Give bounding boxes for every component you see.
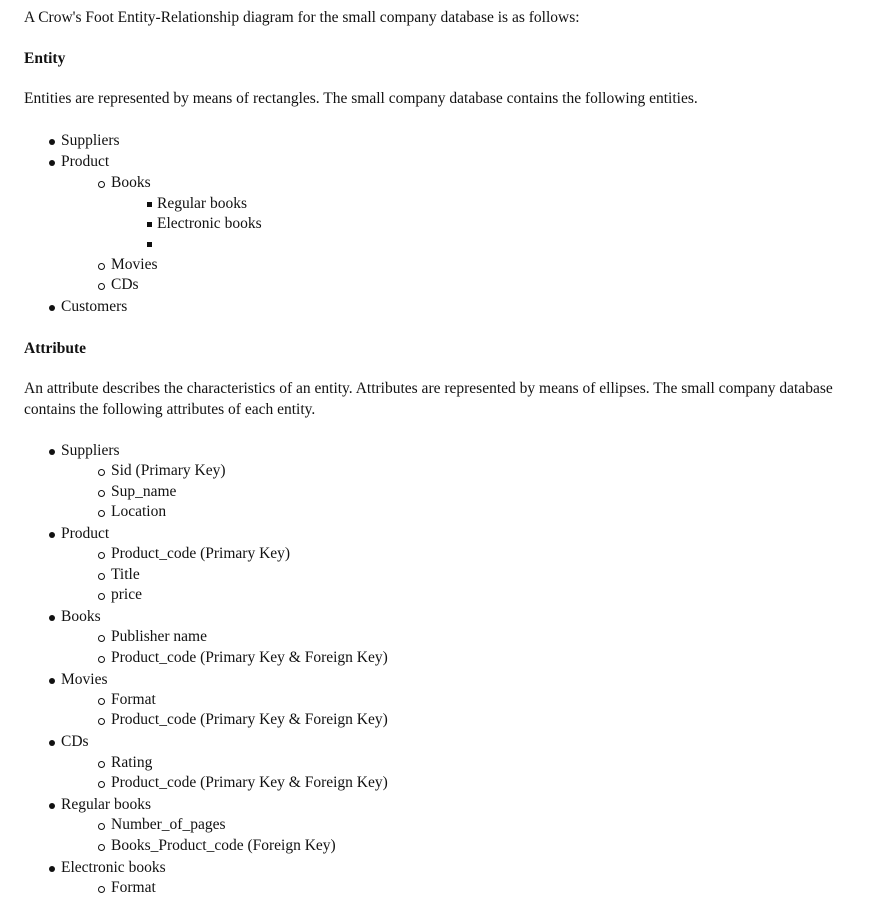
list-item — [111, 878, 156, 898]
attribute-heading: Attribute — [24, 340, 86, 357]
list-item — [111, 461, 226, 481]
entity-item-suppliers: Suppliers — [61, 132, 120, 149]
list-item — [111, 690, 156, 710]
attribute-item: Publisher name — [111, 628, 207, 645]
list-item — [111, 544, 290, 564]
entity-item-electronic-books: Electronic books — [157, 215, 262, 232]
attribute-description: An attribute describes the characteristics of an entity. Attributes are represented by means of ellipses. The small company database contains the following attributes of each entity. — [24, 380, 833, 418]
list-item — [111, 773, 388, 793]
entity-item-movies: Movies — [111, 256, 158, 273]
attribute-entity-name: CDs — [61, 733, 89, 750]
list-item — [61, 732, 89, 752]
attribute-item: Number_of_pages — [111, 816, 226, 833]
list-item — [61, 524, 109, 544]
attribute-entity-name: Books — [61, 608, 101, 625]
attribute-item: Location — [111, 503, 167, 520]
attribute-item: Product_code (Primary Key & Foreign Key) — [111, 649, 388, 666]
entity-item-product: Product — [61, 153, 110, 170]
entity-item-customers: Customers — [61, 298, 128, 315]
list-item — [111, 255, 158, 275]
list-item — [111, 502, 166, 522]
attribute-item: Books_Product_code (Foreign Key) — [111, 837, 336, 854]
list-item — [61, 297, 127, 317]
list-item — [61, 670, 108, 690]
attribute-entity-name: Electronic books — [61, 859, 166, 876]
attribute-item: Sid (Primary Key) — [111, 462, 226, 479]
list-item — [111, 275, 139, 295]
entity-heading: Entity — [24, 50, 66, 67]
intro-text: A Crow's Foot Entity-Relationship diagram for the small company database is as follows: — [24, 9, 580, 26]
attribute-item: price — [111, 586, 142, 603]
attribute-item: Format — [111, 879, 156, 896]
list-item — [61, 152, 109, 172]
attribute-entity-name: Suppliers — [61, 442, 120, 459]
list-item — [111, 710, 388, 730]
entity-item-books: Books — [111, 174, 151, 191]
attribute-entity-name: Movies — [61, 671, 108, 688]
list-item — [111, 753, 152, 773]
attribute-item: Product_code (Primary Key & Foreign Key) — [111, 711, 388, 728]
entity-item-regular-books: Regular books — [157, 195, 247, 212]
list-item — [157, 194, 247, 214]
attribute-item: Product_code (Primary Key & Foreign Key) — [111, 774, 388, 791]
list-item — [111, 648, 388, 668]
attribute-entity-name: Regular books — [61, 796, 151, 813]
list-item — [111, 815, 226, 835]
attribute-item: Format — [111, 691, 156, 708]
list-item — [61, 795, 151, 815]
list-item — [111, 565, 140, 585]
list-item — [61, 858, 166, 878]
entity-item-cds: CDs — [111, 276, 139, 293]
list-item — [111, 627, 207, 647]
list-item — [61, 131, 120, 151]
attribute-item: Product_code (Primary Key) — [111, 545, 291, 562]
attribute-item: Title — [111, 566, 140, 583]
attribute-item: Sup_name — [111, 483, 177, 500]
list-item — [157, 214, 262, 234]
list-item — [111, 585, 142, 605]
list-item — [111, 173, 151, 193]
list-item — [111, 836, 336, 856]
entity-description: Entities are represented by means of rectangles. The small company database contains the following entities. — [24, 90, 698, 107]
list-item — [111, 482, 176, 502]
list-item — [61, 607, 101, 627]
attribute-entity-name: Product — [61, 525, 110, 542]
list-item — [61, 441, 120, 461]
attribute-item: Rating — [111, 754, 153, 771]
